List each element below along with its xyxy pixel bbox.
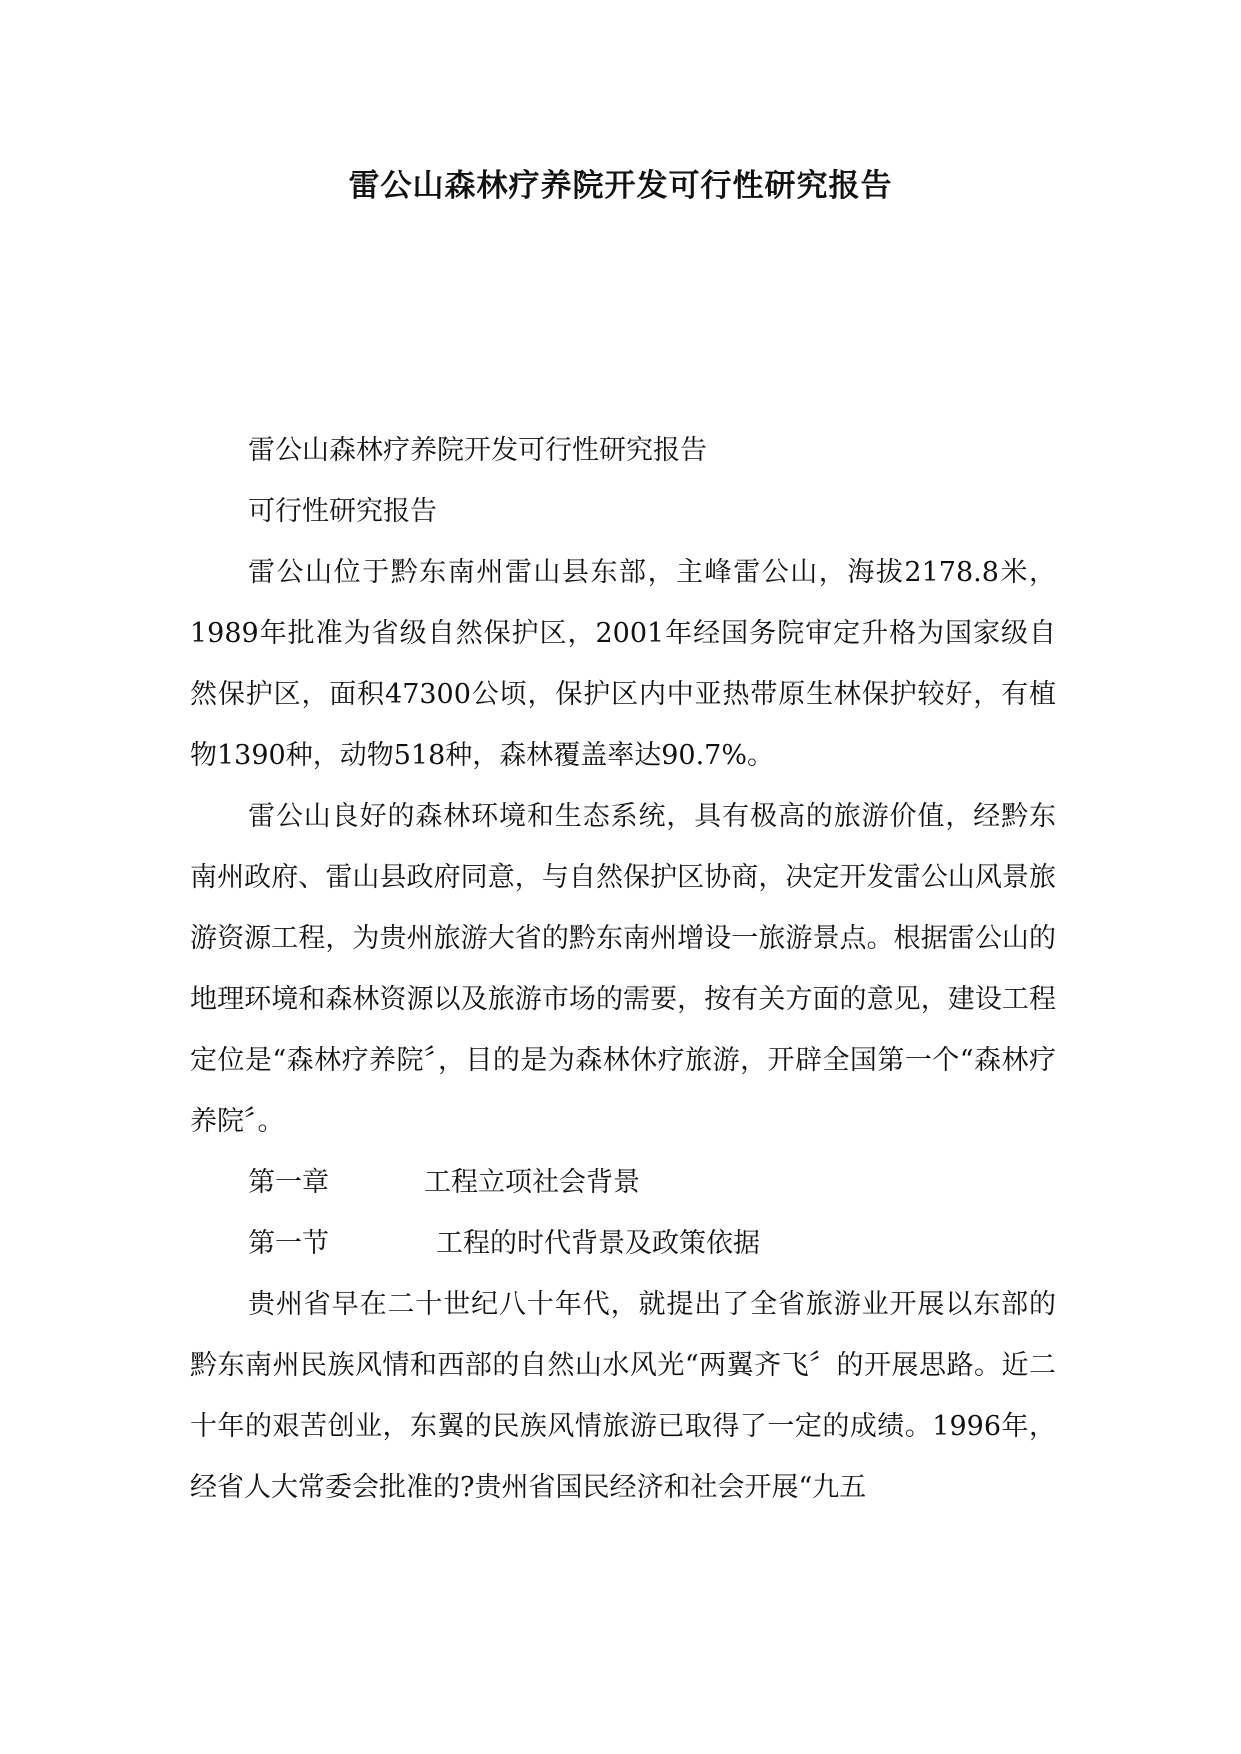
section-heading bbox=[190, 1213, 1056, 1274]
paragraph-report-type: 可行性研究报告 bbox=[248, 496, 437, 527]
chapter-number: 第一章 bbox=[248, 1167, 329, 1198]
document-title: 雷公山森林疗养院开发可行性研究报告 bbox=[348, 168, 893, 204]
paragraph-project-positioning: 雷公山良好的森林环境和生态系统，具有极高的旅游价值，经黔东南州政府、雷山县政府同意，与自然保护区协商，决定开发雷公山风景旅游资源工程，为贵州旅游大省的黔东南州增设一旅游景点。根据雷公山的地理环境和森林资源以及旅游市场的需要，按有关方面的意见，建设工程定位是“森林疗养院〞，目的是为森林休疗旅游，开辟全国第一个“森林疗养院〞。 bbox=[190, 801, 1056, 1137]
section-number: 第一节 bbox=[248, 1228, 329, 1259]
section-title: 工程的时代背景及政策依据 bbox=[436, 1228, 760, 1259]
chapter-heading bbox=[190, 1152, 1056, 1213]
paragraph-report-name: 雷公山森林疗养院开发可行性研究报告 bbox=[248, 435, 707, 466]
document-body bbox=[190, 420, 1056, 1518]
paragraph-location-overview: 雷公山位于黔东南州雷山县东部，主峰雷公山，海拔2178.8米，1989年批准为省级自然保护区，2001年经国务院审定升格为国家级自然保护区，面积47300公顷，保护区内中亚热带原生林保护较好，有植物1390种，动物518种，森林覆盖率达90.7%。 bbox=[190, 557, 1056, 771]
chapter-title: 工程立项社会背景 bbox=[424, 1167, 640, 1198]
paragraph-policy-background: 贵州省早在二十世纪八十年代，就提出了全省旅游业开展以东部的黔东南州民族风情和西部的自然山水风光“两翼齐飞〞的开展思路。近二十年的艰苦创业，东翼的民族风情旅游已取得了一定的成绩。1996年，经省人大常委会批准的?贵州省国民经济和社会开展“九五 bbox=[190, 1289, 1056, 1503]
